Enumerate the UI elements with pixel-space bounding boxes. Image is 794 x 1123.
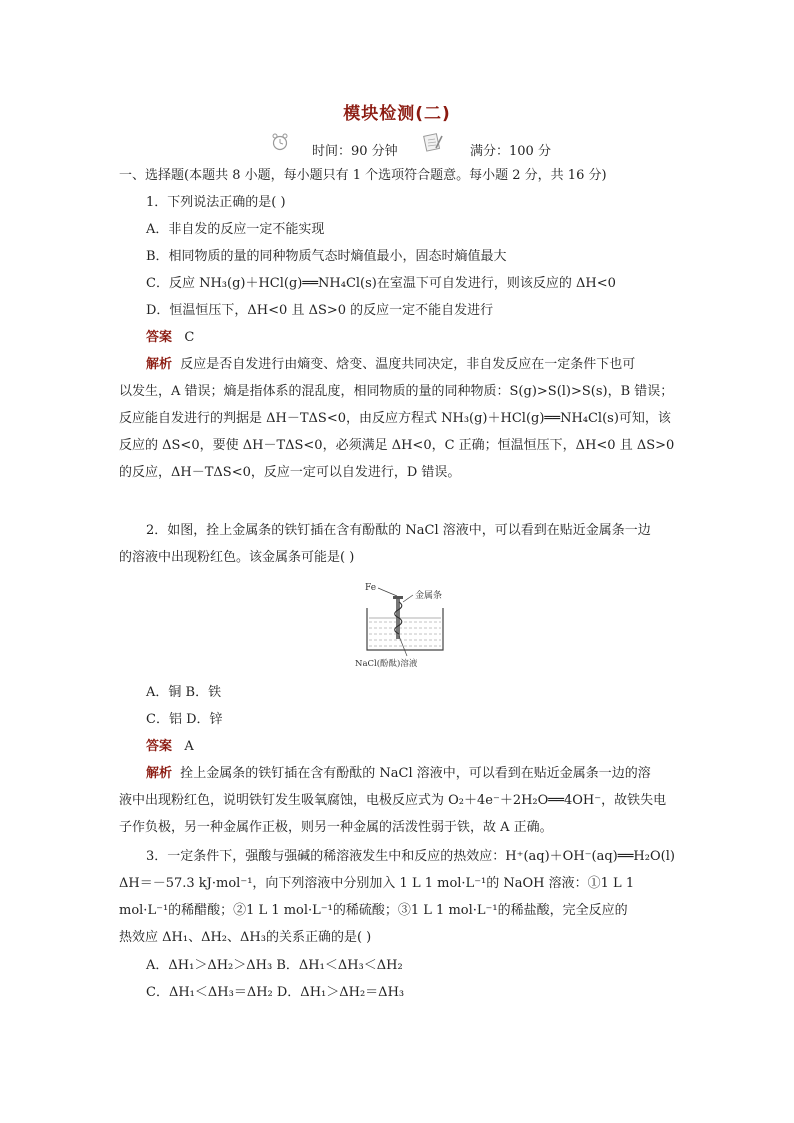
q1-analysis-text-1: 反应是否自发进行由熵变、焓变、温度共同决定，非自发反应在一定条件下也可	[180, 357, 636, 372]
beaker	[367, 608, 443, 650]
section-heading: 一、选择题(本题共 8 小题，每小题只有 1 个选项符合题意。每小题 2 分，共 16 分)	[119, 168, 607, 183]
q1-answer	[146, 329, 194, 347]
q1-stem: 1．下列说法正确的是( )	[146, 195, 286, 210]
q1-analysis-line-2: 以发生，A 错误；熵是指体系的混乱度，相同物质的量的同种物质：S(g)>S(l)>S(s)，B 错误；	[119, 384, 674, 399]
q1-analysis-line-1	[146, 356, 635, 374]
page-title: 模块检测(二)	[343, 104, 451, 124]
q3-stem-line-1: 3．一定条件下，强酸与强碱的稀溶液发生中和反应的热效应：H⁺(aq)＋OH⁻(aq)══H₂O(l)	[146, 849, 675, 864]
q1-analysis-line-3: 反应能自发进行的判据是 ΔH－TΔS<0，由反应方程式 NH₃(g)＋HCl(g)══NH₄Cl(s)可知，该	[119, 411, 671, 426]
alarm-clock-icon	[270, 132, 290, 156]
q1-option-b: B．相同物质的量的同种物质气态时熵值最小，固态时熵值最大	[146, 249, 507, 264]
q3-options-cd: C．ΔH₁＜ΔH₃＝ΔH₂ D．ΔH₁＞ΔH₂＝ΔH₃	[146, 985, 405, 1000]
q2-options-cd: C．铝 D．锌	[146, 712, 223, 727]
fe-label: Fe	[365, 583, 377, 593]
q1-option-a: A．非自发的反应一定不能实现	[146, 222, 325, 237]
solution-label: NaCl(酚酞)溶液	[355, 659, 418, 669]
q2-analysis-line-3: 子作负极，另一种金属作正极，则另一种金属的活泼性弱于铁，故 A 正确。	[119, 820, 553, 835]
q1-option-c: C．反应 NH₃(g)＋HCl(g)══NH₄Cl(s)在室温下可自发进行，则该反应的 ΔH<0	[146, 276, 616, 291]
q3-stem-line-4: 热效应 ΔH₁、ΔH₂、ΔH₃的关系正确的是( )	[119, 930, 372, 945]
answer-label: 答案	[146, 739, 173, 754]
q3-options-ab: A．ΔH₁＞ΔH₂＞ΔH₃ B．ΔH₁＜ΔH₃＜ΔH₂	[146, 958, 403, 973]
q2-analysis-line-1	[146, 765, 651, 783]
answer-label: 答案	[146, 330, 173, 345]
q2-analysis-text-1: 拴上金属条的铁钉插在含有酚酞的 NaCl 溶液中，可以看到在贴近金属条一边的溶	[180, 766, 651, 781]
exam-meta	[270, 138, 570, 160]
paper-pencil-icon	[422, 132, 444, 156]
q1-answer-value: C	[184, 330, 195, 345]
q2-stem-line-1: 2．如图，拴上金属条的铁钉插在含有酚酞的 NaCl 溶液中，可以看到在贴近金属条一边	[146, 523, 651, 538]
q2-analysis-line-2: 液中出现粉红色，说明铁钉发生吸氧腐蚀，电极反应式为 O₂＋4e⁻＋2H₂O══4OH⁻，故铁失电	[119, 793, 667, 808]
corrosion-figure	[355, 578, 460, 670]
q1-analysis-line-5: 的反应，ΔH－TΔS<0，反应一定可以自发进行，D 错误。	[119, 465, 461, 480]
q1-analysis-line-4: 反应的 ΔS<0，要使 ΔH－TΔS<0，必须满足 ΔH<0，C 正确；恒温恒压下，ΔH<0 且 ΔS>0	[119, 438, 675, 453]
analysis-label: 解析	[146, 766, 173, 781]
strip-label: 金属条	[415, 591, 443, 601]
nail-head	[393, 596, 403, 599]
q2-stem-line-2: 的溶液中出现粉红色。该金属条可能是( )	[119, 550, 355, 565]
q2-answer	[146, 738, 194, 756]
q3-stem-line-2: ΔH＝－57.3 kJ·mol⁻¹，向下列溶液中分别加入 1 L 1 mol·L⁻¹的 NaOH 溶液：①1 L 1	[119, 876, 635, 891]
exam-score: 满分：100 分	[470, 144, 551, 159]
q3-stem-line-3: mol·L⁻¹的稀醋酸；②1 L 1 mol·L⁻¹的稀硫酸；③1 L 1 mol·L⁻¹的稀盐酸，完全反应的	[119, 903, 628, 918]
q2-answer-value: A	[184, 739, 194, 754]
analysis-label: 解析	[146, 357, 173, 372]
exam-time: 时间：90 分钟	[312, 144, 398, 159]
q1-option-d: D．恒温恒压下，ΔH<0 且 ΔS>0 的反应一定不能自发进行	[146, 303, 494, 318]
q2-options-ab: A．铜 B．铁	[146, 685, 222, 700]
